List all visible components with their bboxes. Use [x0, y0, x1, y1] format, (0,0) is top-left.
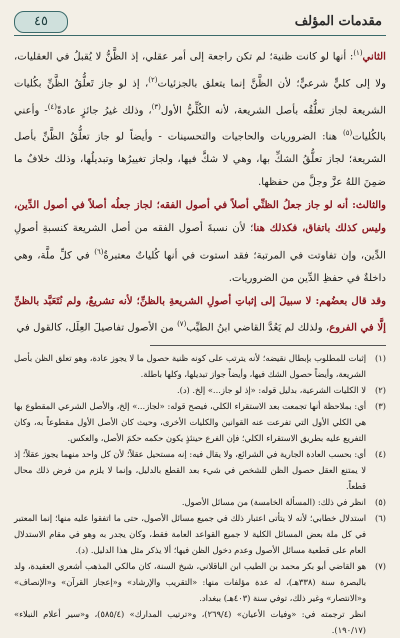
- footnote-ref: (١): [353, 49, 363, 57]
- footnote-ref: (٤): [47, 102, 57, 111]
- footnote-number: (٥): [375, 497, 386, 507]
- text-run: في كلِّ ملَّة، وهي داخلةٌ في حفظِ الدِّين من الضروريات.: [14, 250, 386, 284]
- text-run: - وأعني بالكُليات: [14, 104, 386, 143]
- main-text: [14, 42, 386, 340]
- page-number: ٤٥: [14, 11, 68, 33]
- running-title: مقدمات المؤلف: [294, 14, 382, 29]
- footnote-number: (٤): [375, 449, 386, 459]
- paragraph-second-argument: [14, 42, 386, 194]
- page-header: [14, 9, 386, 36]
- footnote-ref: (٣): [151, 102, 161, 111]
- footnote-divider: [150, 345, 386, 346]
- footnote-text: أي: بملاحظة أنها تجمعت بعد الاستقراء الكلي، فيصح قوله: «لجاز...» إلخ، والأصل الشرعي المقطوع بها هي الكلي الأول التي تفرعت عنه القوانين والكليات الأخرى، وحيث كان الأصل الأول مقطوعاً به، وكان التفريع عليه بطريق الاستقراء الكلي؛ فإن الفرع حينئذٍ يكون حكمه حكمَ الأصل، والعكس.: [14, 401, 366, 443]
- footnote-ref: (٦): [94, 247, 104, 256]
- footnote-text: إثبات للمطلوب بإبطال نقيضه؛ لأنه يترتب على كونه ظنية حصول ما لا يجوز عادة، وهو تعلق الظن بأصل الشريعة، وأيضاً حصول الشك فيها، وأيضاً جواز تبديلها، وكلها باطلة.: [14, 353, 366, 379]
- footnote-ref: (٢): [148, 75, 158, 84]
- text-run: : أنها لو كانت ظنية؛ لم تكن راجعة إلى أمر عقلي، إذ الظَّنُّ لا يُقبلُ في العقليات، ولا إلى كليٍّ شرعيٍّ؛ لأن الظَّنَّ إنما يتعلق بالجزئيات: [14, 51, 386, 90]
- footnote-text: انظر في ذلك: (المسألة الخامسة) من مسائل الأصول.: [181, 497, 366, 507]
- footnote-text: هو القاضي أبو بكر محمد بن الطيب ابن الباقلاني، شيخ السنة، كان مالكي المذهب أشعري العقيدة، ولد بالبصرة سنة (٣٣٨هـ)، له عدة مؤلفات منها: «التقريب والإرشاد» و«إعجاز القرآن» و«الإنصاف» و«الانتصار» وغير ذلك، توفي سنة (٤٠٣هـ) ببغداد.: [14, 561, 367, 603]
- highlighted-text: الثاني: [362, 50, 386, 63]
- footnote: [14, 558, 386, 606]
- text-run: من الأصول تفاصيلَ العِلَل، كالقول في: [16, 322, 178, 334]
- text-run: ، ولذلك لم يَعُدَّ القاضي ابنُ الطيِّب: [186, 322, 330, 334]
- footnotes: [14, 350, 386, 638]
- highlighted-text: : أنه لو جاز جعلُ الظنِّي أصلاً في أصول الفقه؛ لجاز جعلُه أصلاً في أصول الدِّين، وليس كذلك باتفاق، فكذلك هنا: [14, 199, 386, 235]
- footnote: [14, 382, 386, 398]
- footnote: [14, 494, 386, 510]
- footnote: [14, 350, 386, 382]
- footnote-number: (٢): [375, 385, 386, 395]
- footnote: [14, 446, 386, 494]
- footnote-text: استدلال خطابي؛ لأنه لا يتأتى اعتبار ذلك في جميع مسائل الأصول، حتى ما اتفقوا عليه منها؛ إنما المعتبر في كل ملة بعض المسائل الكلية لا جميع القواعد العامة فقط، وكان يجدر به وهو في مقام الاستدلال العام على قطعية مسائل الأصول وعدم دخول الظن فيها؛ ألا يذكر مثل هذا الدليل. (د).: [14, 513, 366, 555]
- footnote: [14, 510, 386, 558]
- footnote-number: (١): [375, 353, 386, 363]
- text-run: ، إذ لو جاز تَعلُّقُ الظَّنِّ بكُليات الشريعة لجاز تعلُّقُه بأصل الشريعة، لأنه الكُلِّيُّ الأول: [14, 78, 387, 116]
- text-run: ، وذلك غيرُ جائزٍ عادةً: [56, 104, 152, 116]
- footnote-continuation: انظر ترجمته في: «وفيات الأعيان» (٢٦٩/٤)، و«ترتيب المدارك» (٥٨٥/٤)، و«سير أعلام النبلاء» (١٩٠/١٧).: [14, 609, 366, 635]
- text-run: ؛ لأن نسبةَ أصول الفقه من أصل الشريعة كنسبةِ أصولِ الدِّين، وإن تفاوتت في المرتبة؛ فقد استوت في أنها كُلياتٌ معتبرةٌ: [14, 223, 386, 262]
- footnote-ref: (٧): [177, 320, 187, 329]
- highlighted-text: والثالث: [355, 199, 386, 211]
- footnote-text: لا الكليات الشرعية، بدليل قوله: «إذ لو جاز...» إلخ. (د).: [176, 385, 366, 395]
- highlighted-text: وقد قال بعضُهم: لا سبيلَ إلى إثباتِ أصولِ الشريعةِ بالظنِّ؛ لأنه تشريعٌ، ولم نُتَعَبَّد بالظنِّ إلَّا في الفروع: [14, 295, 386, 334]
- footnote-ref: (٥): [342, 129, 353, 138]
- footnote: [14, 398, 386, 446]
- footnote-number: (٦): [375, 513, 386, 523]
- footnote-text: أي: بحسب العادة الجارية في الشرائع، ولا يقال فيه: إنه مستحيل عقلاً؛ لأن كل واحد منهما يجوز عقلاً؛ إذ لا يمتنع العقل حصول الظن للشخص في شيء بعد القطع بالدليل، وإنما لا يلزم من فرض ذلك محال قطعاً.: [14, 449, 366, 491]
- footnote-number: (٣): [375, 401, 386, 411]
- text-run: هنا: الضروريات والحاجيات والتحسينات - وأيضاً لو جاز تعلُّقُ الظَّنِّ بأصل الشريعة؛ لجاز تعلُّقُ الشكِّ بها، وهي لا شكَّ فيها، ولجاز تغييرُها وتبديلُها، وذلك خلافٌ ما ضمِنَ اللهُ عزَّ وجلَّ من حفظها.: [14, 131, 386, 188]
- paragraph-quote: [14, 290, 386, 340]
- footnote-number: (٧): [375, 561, 386, 571]
- paragraph-third-argument: [14, 194, 386, 290]
